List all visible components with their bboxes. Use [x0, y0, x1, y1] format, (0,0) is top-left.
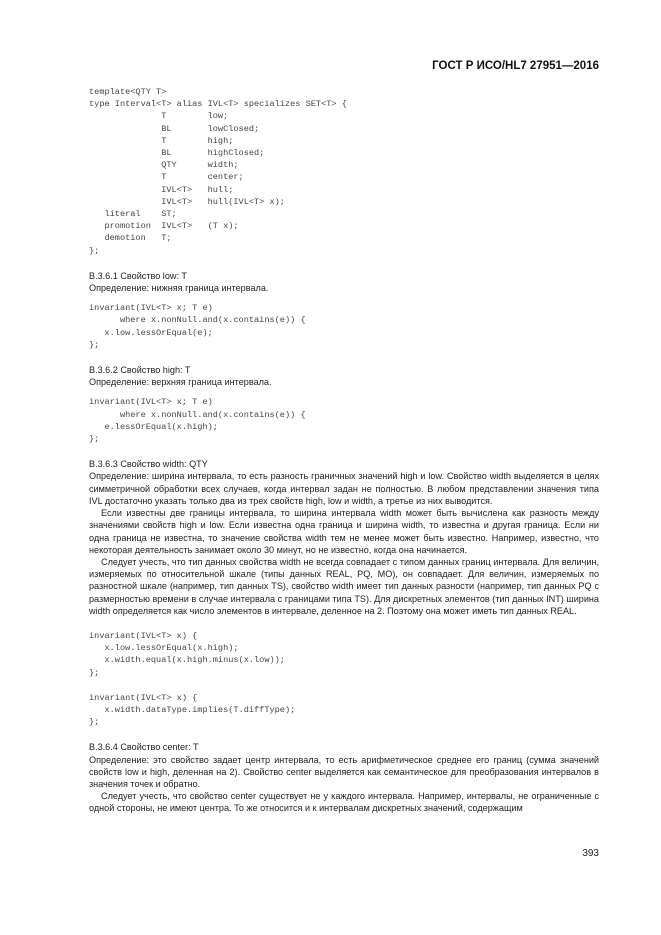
section-high-title: B.3.6.2 Свойство high: T [89, 365, 191, 376]
section-low-definition: Определение: нижняя граница интервала. [89, 283, 269, 294]
page-number: 393 [582, 848, 599, 859]
section-width-code-2: invariant(IVL<T> x) { x.width.dataType.implies(T.diffType); }; [89, 692, 296, 728]
page-content [89, 86, 599, 815]
section-center-paragraph-2: Следует учесть, что свойство center существует не у каждого интервала. Например, интервалы, не ограниченные с одной стороны, не имеют центра. То же относится и к интервалам дискретных значений, содержащим [89, 791, 599, 814]
section-width-paragraph-1: Определение: ширина интервала, то есть разность граничных значений high и low. Свойство width выделяется в целях симметричной обработки всех случаев, когда интервал задан не полностью. В любом представлении значения типа IVL достаточно указать только два из трех свойств high, low и width, а третье из них выводится. [89, 471, 599, 506]
section-low-title: B.3.6.1 Свойство low: T [89, 270, 187, 281]
section-high-code: invariant(IVL<T> x; T e) where x.nonNull.and(x.contains(e)) { e.lessOrEqual(x.high); }; [89, 397, 306, 445]
section-width-paragraph-2: Если известны две границы интервала, то ширина интервала width может быть вычислена как разность между значениями свойств high и low. Если известна одна граница и ширина width, то известна и другая граница. Если ни одна граница не известна, то значение свойства width тем не менее может быть известно. Например, известно, что некоторая деятельность занимает около 30 минут, но не известно, когда она начинается. [89, 508, 599, 555]
section-width-paragraph-3: Следует учесть, что тип данных свойства width не всегда совпадает с типом данных границ интервала. Для величин, измеряемых по относительной шкале (типы данных REAL, PQ, MO), он совпадает. Для величин, измеряемых по разностной шкале (например, тип данных TS), свойство width имеет тип данных разности (например, тип данных PQ с размерностью времени в случае интервала с границами типа TS). Для дискретных элементов (тип данных INT) ширина width определяется как число элементов в интервале, деленное на 2. Поэтому она может иметь тип данных REAL. [89, 556, 599, 616]
section-width-title: B.3.6.3 Свойство width: QTY [89, 459, 208, 470]
interval-type-code: template<QTY T> type Interval<T> alias IVL<T> specializes SET<T> { T low; BL lowClosed; T high; BL highClosed; QTY width; T center; IVL<T> hull; IVL<T> hull(IVL<T> x); literal ST; promotion IVL<T> (T x); demotion T; }; [89, 87, 347, 256]
section-high-definition: Определение: верхняя граница интервала. [89, 377, 272, 388]
section-center-paragraph-1: Определение: это свойство задает центр интервала, то есть арифметическое среднее его границ (сумма значений свойств low и high, деленная на 2). Свойство center выделяется как семантическое для преобразования интервалов в значения точек и обратно. [89, 754, 599, 789]
document-header: ГОСТ Р ИСО/HL7 27951—2016 [432, 60, 599, 72]
section-center-title: B.3.6.4 Свойство center: T [89, 742, 199, 753]
section-low-code: invariant(IVL<T> x; T e) where x.nonNull.and(x.contains(e)) { x.low.lessOrEqual(e); }; [89, 303, 306, 350]
section-width-code-1: invariant(IVL<T> x) { x.low.lessOrEqual(x.high); x.width.equal(x.high.minus(x.low)); }; [89, 630, 285, 678]
